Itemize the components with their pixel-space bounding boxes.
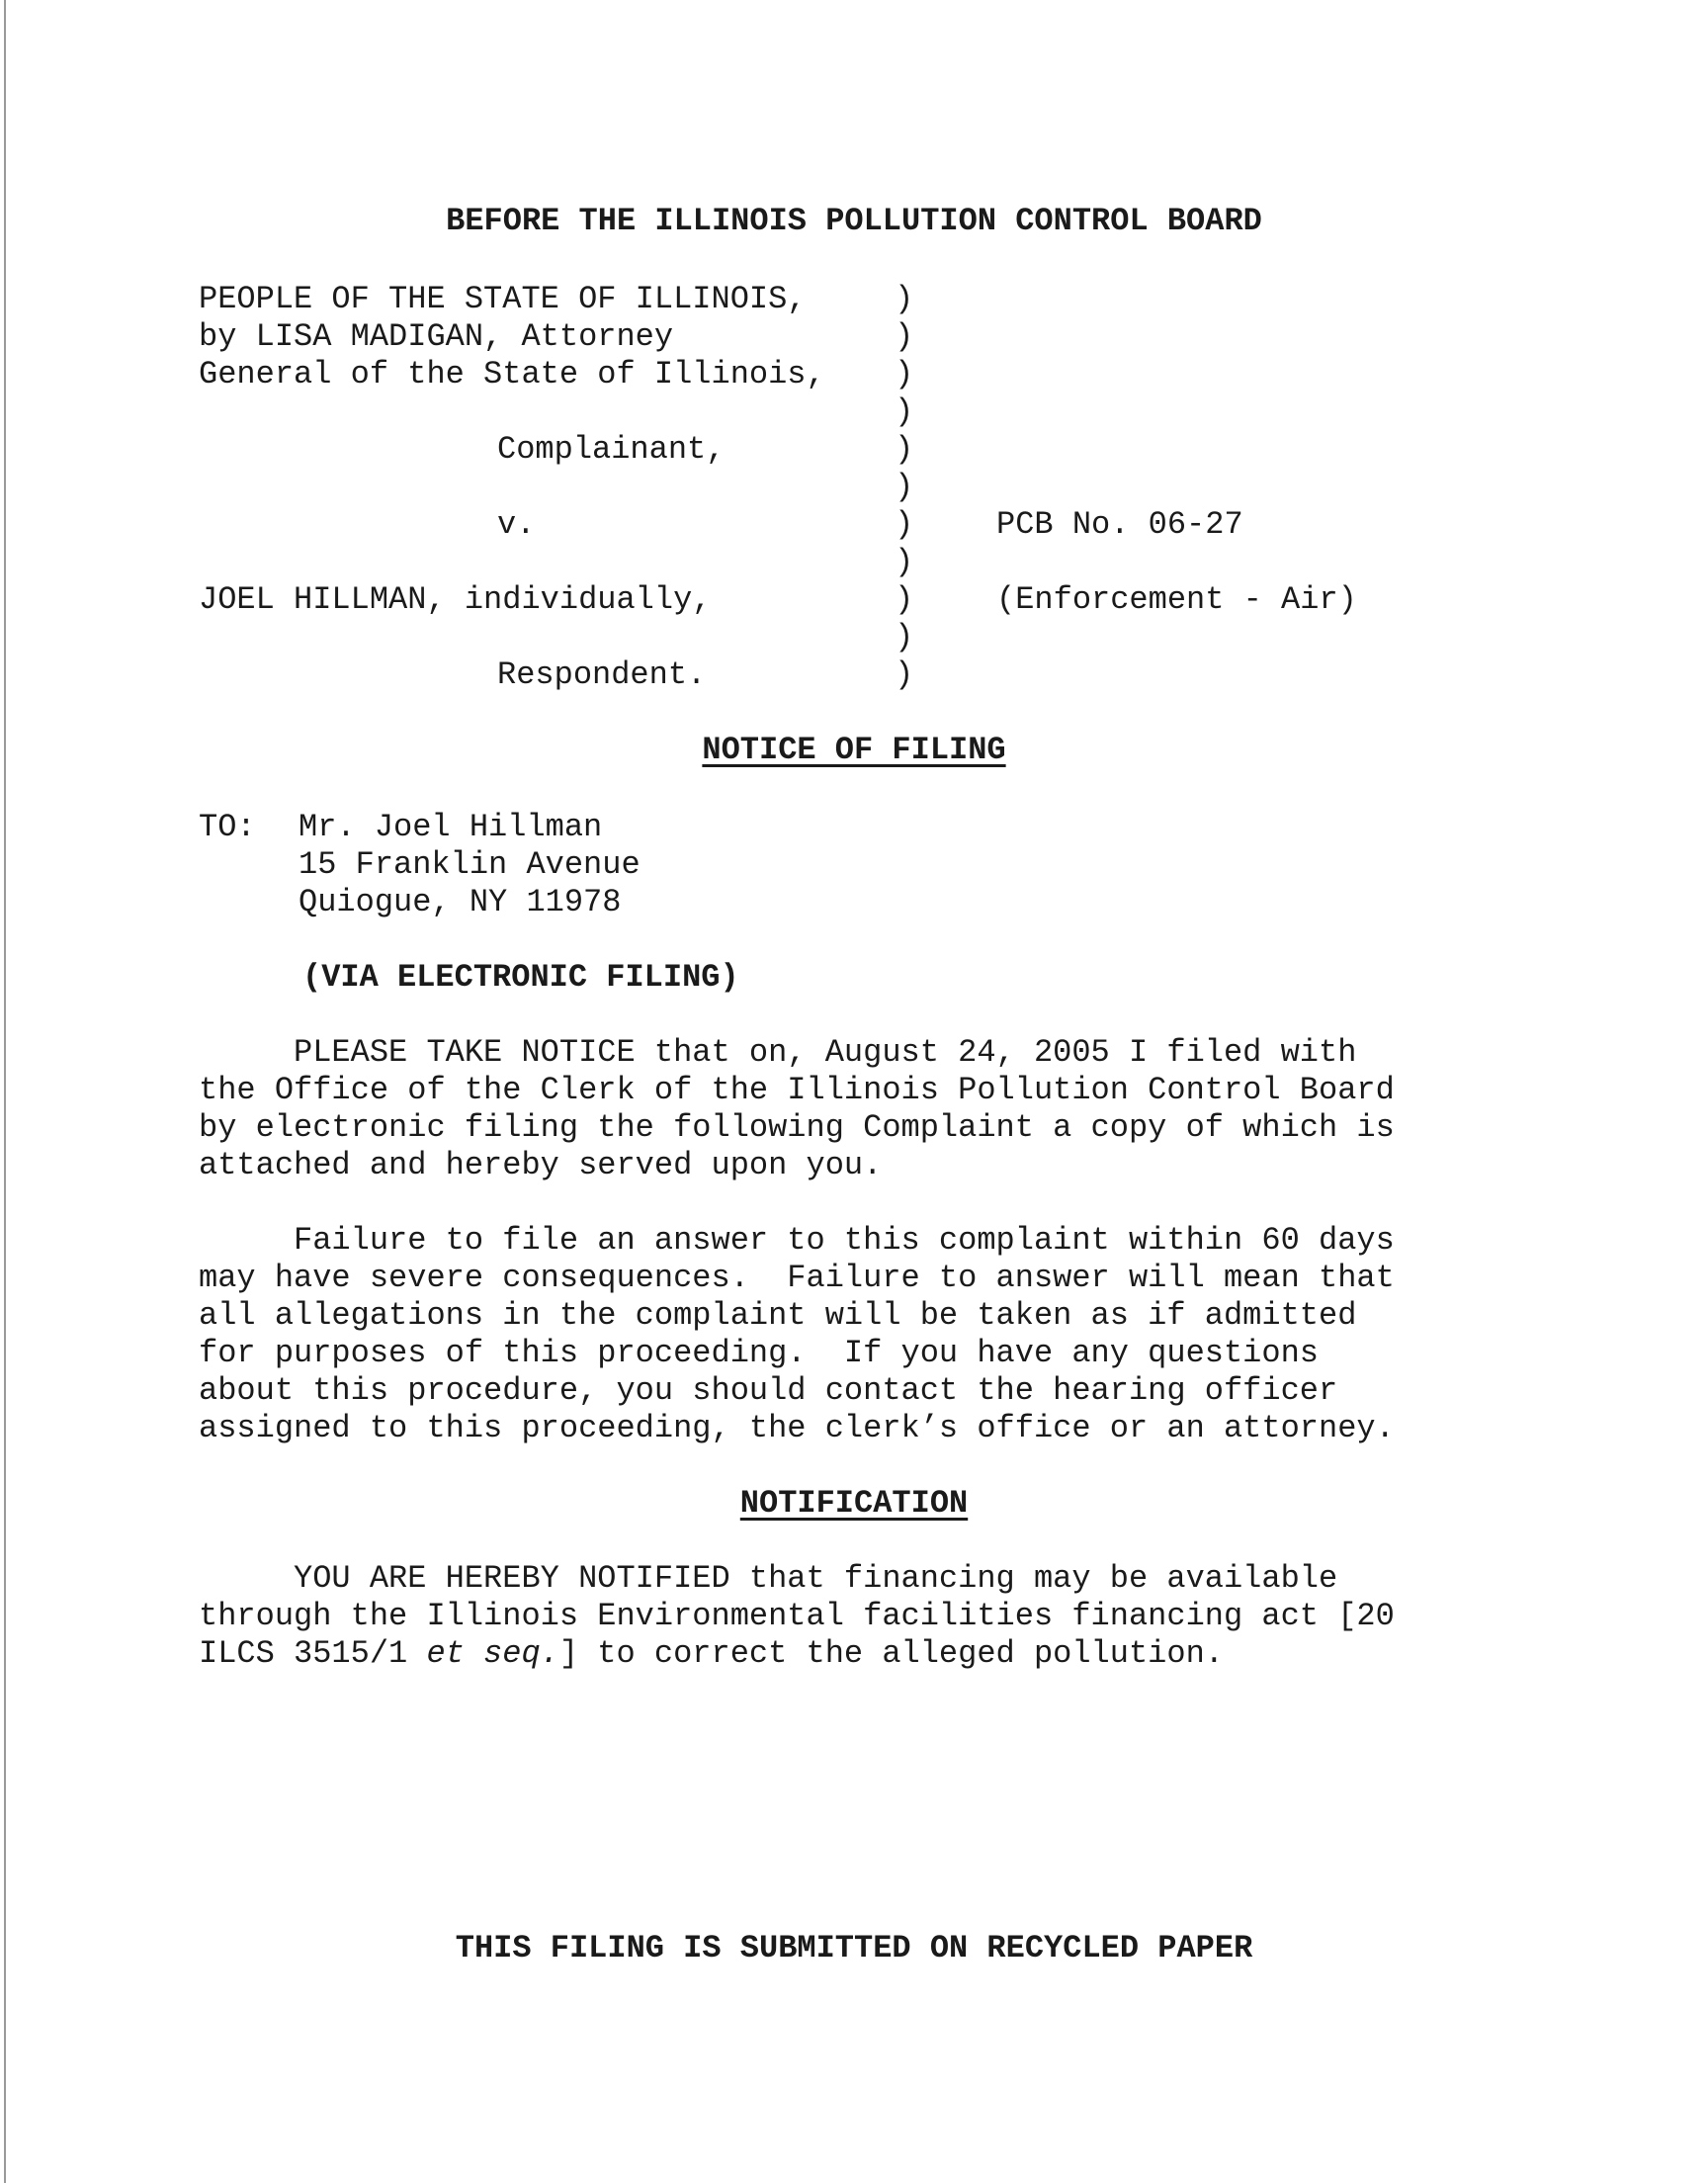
to-label: TO: (199, 809, 256, 845)
case-type: (Enforcement - Air) (996, 581, 1357, 618)
complainant-line-1: PEOPLE OF THE STATE OF ILLINOIS, (199, 281, 807, 317)
address-line-2: 15 Franklin Avenue (299, 846, 640, 883)
para1-line-2: the Office of the Clerk of the Illinois Pollution Control Board (199, 1072, 1395, 1108)
para2-line-4: for purposes of this proceeding. If you have any questions (199, 1335, 1319, 1371)
complainant-line-2: by LISA MADIGAN, Attorney (199, 318, 674, 355)
para2-line-5: about this procedure, you should contact the hearing officer (199, 1372, 1338, 1409)
para2-line-3: all allegations in the complaint will be taken as if admitted (199, 1297, 1357, 1334)
notification-line-3 (199, 1635, 1224, 1673)
respondent-name: JOEL HILLMAN, individually, (199, 581, 712, 618)
address-line-1: Mr. Joel Hillman (299, 809, 603, 845)
notification-line-1: YOU ARE HEREBY NOTIFIED that financing may be available (199, 1560, 1338, 1597)
via-electronic-filing: (VIA ELECTRONIC FILING) (302, 959, 739, 996)
caption-paren: ) (895, 318, 914, 355)
citation-text: ILCS 3515/1 (199, 1635, 427, 1672)
citation-tail: ] to correct the alleged pollution. (558, 1635, 1224, 1672)
para2-line-6: assigned to this proceeding, the clerk’s office or an attorney. (199, 1410, 1395, 1446)
complainant-role: Complainant, (497, 431, 726, 468)
case-number: PCB No. 06-27 (996, 506, 1243, 543)
caption-paren: ) (895, 469, 914, 505)
versus-label: v. (497, 506, 536, 543)
address-line-3: Quiogue, NY 11978 (299, 884, 622, 920)
para1-line-1: PLEASE TAKE NOTICE that on, August 24, 2005 I filed with (199, 1034, 1357, 1071)
caption-paren: ) (895, 281, 914, 317)
caption-paren: ) (895, 656, 914, 693)
caption-paren: ) (895, 393, 914, 430)
respondent-role: Respondent. (497, 656, 707, 693)
notice-title: NOTICE OF FILING (702, 732, 1006, 768)
caption-paren: ) (895, 544, 914, 580)
para2-line-2: may have severe consequences. Failure to answer will mean that (199, 1260, 1395, 1296)
caption-paren: ) (895, 619, 914, 655)
caption-paren: ) (895, 506, 914, 543)
citation-et-seq: et seq. (426, 1635, 559, 1672)
caption-paren: ) (895, 356, 914, 393)
complainant-line-3: General of the State of Illinois, (199, 356, 825, 393)
notification-line-2: through the Illinois Environmental facilities financing act [20 (199, 1598, 1395, 1634)
board-heading: BEFORE THE ILLINOIS POLLUTION CONTROL BOARD (446, 203, 1262, 239)
para1-line-4: attached and hereby served upon you. (199, 1147, 883, 1183)
para2-line-1: Failure to file an answer to this complaint within 60 days (199, 1222, 1395, 1259)
para1-line-3: by electronic filing the following Complaint a copy of which is (199, 1109, 1395, 1146)
caption-paren: ) (895, 581, 914, 618)
recycled-paper-footer: THIS FILING IS SUBMITTED ON RECYCLED PAPER (455, 1930, 1253, 1966)
caption-paren: ) (895, 431, 914, 468)
notification-title: NOTIFICATION (739, 1485, 969, 1522)
scan-edge-line (4, 0, 6, 2183)
